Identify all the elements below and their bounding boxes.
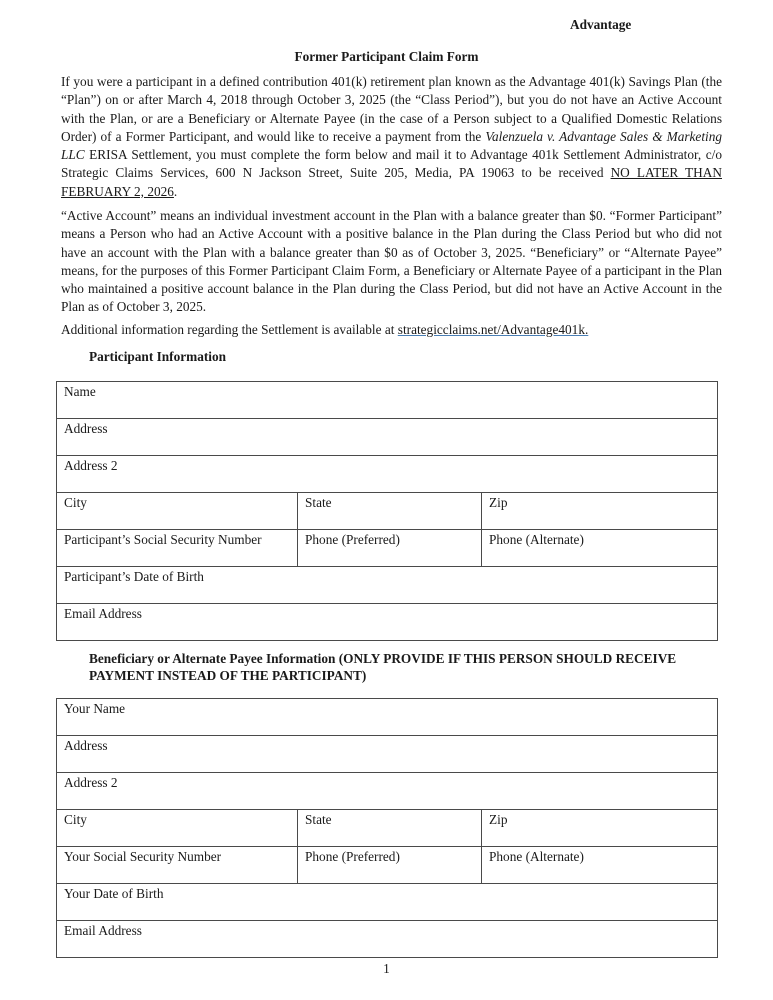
beneficiary-name-field[interactable]: Your Name [57, 699, 718, 736]
beneficiary-email-field[interactable]: Email Address [57, 921, 718, 958]
participant-state-field[interactable]: State [298, 493, 482, 530]
beneficiary-zip-field[interactable]: Zip [482, 810, 718, 847]
intro-text-1: If you were a participant in a defined contribution 401(k) retirement plan known as the Advantage 401(k) Savings Plan (the “Plan”) on or after March 4, 2018 through October 3, 2025 (the “Class Period”), but you do not have an Active Account with the Plan, or are a Beneficiary or Alternate Payee (in the case of a Person subject to a Qualified Domestic Relations Order) of a Former Participant, and would like to receive a payment from the [61, 74, 722, 144]
intro-paragraph [61, 73, 722, 201]
form-title: Former Participant Claim Form [294, 49, 479, 64]
participant-email-field[interactable]: Email Address [57, 604, 718, 641]
beneficiary-state-field[interactable]: State [298, 810, 482, 847]
participant-phone-alternate-field[interactable]: Phone (Alternate) [482, 530, 718, 567]
intro-text-2: ERISA Settlement, you must complete the form below and mail it to Advantage 401k Settlement Administrator, c/o Strategic Claims Services, 600 N Jackson Street, Suite 205, Media, PA 19063 to be received [61, 147, 722, 181]
beneficiary-dob-field[interactable]: Your Date of Birth [57, 884, 718, 921]
beneficiary-address-field[interactable]: Address [57, 736, 718, 773]
deadline: NO LATER THAN FEBRUARY 2, 2026 [61, 165, 722, 199]
beneficiary-address2-field[interactable]: Address 2 [57, 773, 718, 810]
participant-info-table [56, 381, 718, 641]
settlement-website-link[interactable]: strategicclaims.net/Advantage401k. [397, 322, 589, 337]
participant-zip-field[interactable]: Zip [482, 493, 718, 530]
case-name: Valenzuela v. Advantage Sales & Marketing LLC [61, 128, 723, 163]
beneficiary-ssn-field[interactable]: Your Social Security Number [57, 847, 298, 884]
beneficiary-phone-alternate-field[interactable]: Phone (Alternate) [482, 847, 718, 884]
beneficiary-city-field[interactable]: City [57, 810, 298, 847]
additional-info-text: Additional information regarding the Settlement is available at [61, 322, 398, 337]
participant-name-field[interactable]: Name [57, 382, 718, 419]
definitions-paragraph: “Active Account” means an individual investment account in the Plan with a balance greater than $0. “Former Participant” means a Person who had an Active Account with a positive balance in the Plan during the Class Period but who did not have an account with the Plan with a balance greater than $0 as of October 3, 2025. “Beneficiary” or “Alternate Payee” means, for the purposes of this Former Participant Claim Form, a Beneficiary or Alternate Payee of a participant in the Plan who maintained a positive account balance in the Plan during the Class Period, but did not have an Active Account in the Plan as of October 3, 2025. [61, 208, 722, 315]
participant-ssn-field[interactable]: Participant’s Social Security Number [57, 530, 298, 567]
beneficiary-phone-preferred-field[interactable]: Phone (Preferred) [298, 847, 482, 884]
participant-address-field[interactable]: Address [57, 419, 718, 456]
beneficiary-section-heading: Beneficiary or Alternate Payee Information (ONLY PROVIDE IF THIS PERSON SHOULD RECEIVE PAYMENT INSTEAD OF THE PARTICIPANT) [89, 651, 677, 683]
intro-text-3: . [173, 183, 178, 199]
beneficiary-info-table [56, 698, 718, 958]
page-number: 1 [383, 961, 390, 976]
participant-address2-field[interactable]: Address 2 [57, 456, 718, 493]
header-company: Advantage [570, 17, 632, 32]
participant-section-heading: Participant Information [89, 349, 227, 364]
additional-info-paragraph [61, 321, 722, 339]
participant-phone-preferred-field[interactable]: Phone (Preferred) [298, 530, 482, 567]
participant-dob-field[interactable]: Participant’s Date of Birth [57, 567, 718, 604]
participant-city-field[interactable]: City [57, 493, 298, 530]
